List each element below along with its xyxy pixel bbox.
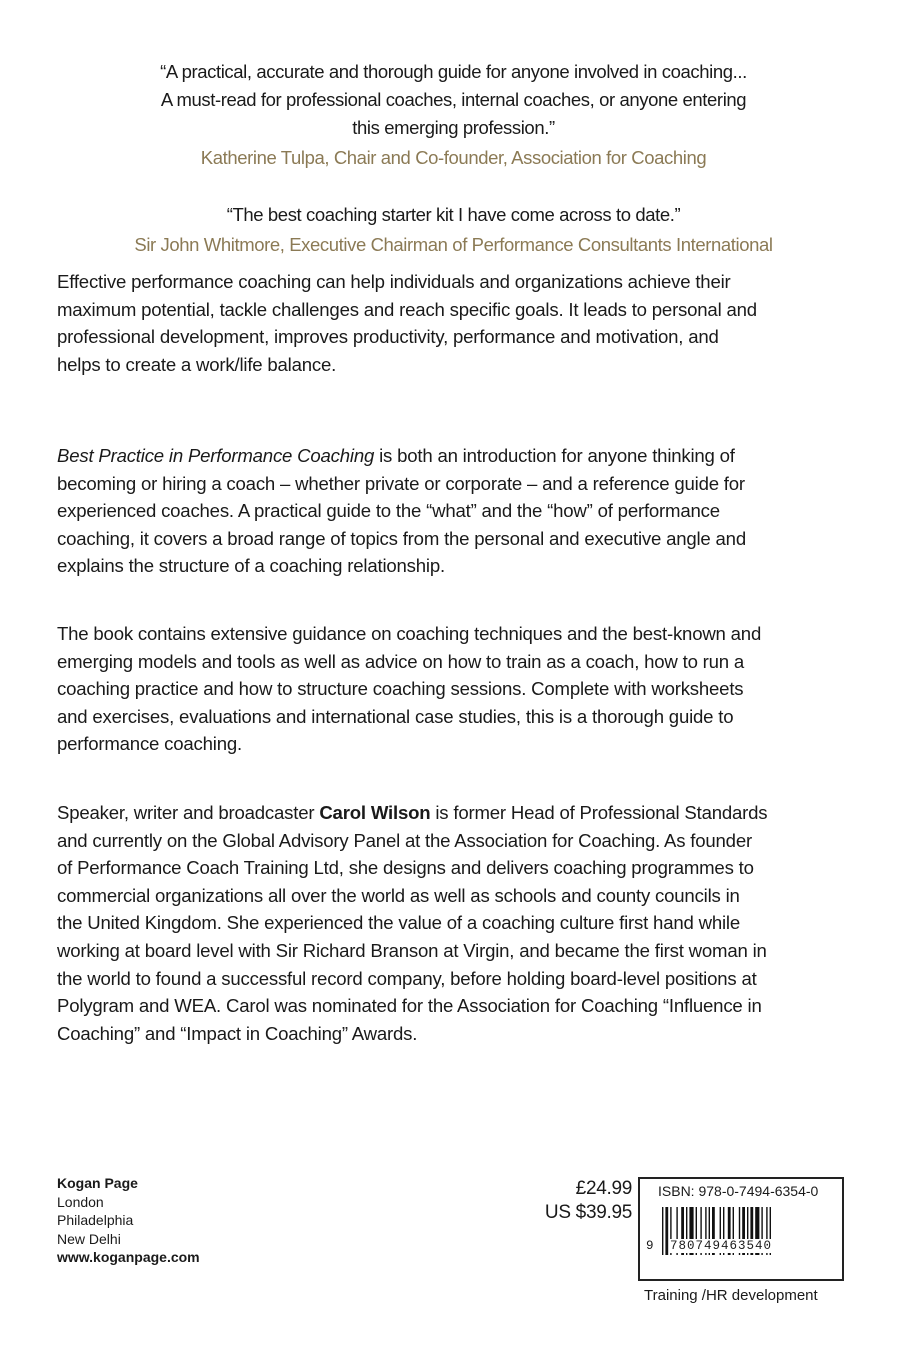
quote-attribution: Katherine Tulpa, Chair and Co-founder, Association for Coaching — [200, 147, 707, 168]
quote-line: this emerging profession.” — [352, 117, 555, 138]
text-line: commercial organizations all over the world as well as schools and county councils in — [57, 884, 740, 906]
text-line: Polygram and WEA. Carol was nominated for the Association for Coaching “Influence in — [57, 995, 762, 1017]
book-title: Best Practice in Performance Coaching — [57, 445, 375, 466]
isbn-barcode-box — [638, 1177, 844, 1281]
text-line: of Performance Coach Training Ltd, she designs and delivers coaching programmes to — [57, 857, 754, 879]
text-line: becoming or hiring a coach – whether private or corporate – and a reference guide for — [57, 472, 745, 494]
barcode-bar — [665, 1207, 668, 1255]
text-line: The book contains extensive guidance on coaching techniques and the best-known and — [57, 623, 762, 644]
paragraph-1 — [57, 268, 877, 378]
text-line: explains the structure of a coaching relationship. — [57, 555, 445, 577]
text-line: helps to create a work/life balance. — [57, 353, 337, 375]
text-line: emerging models and tools as well as advice on how to train as a coach, how to run a — [57, 650, 745, 672]
text-line: performance coaching. — [57, 733, 242, 755]
text-line: and currently on the Global Advisory Panel at the Association for Coaching. As founder — [57, 829, 752, 851]
quote-line: “The best coaching starter kit I have come across to date.” — [226, 204, 681, 225]
category-label: Training /HR development — [644, 1287, 818, 1304]
publisher-city: Philadelphia — [57, 1212, 134, 1228]
text-line: Effective performance coaching can help individuals and organizations achieve their — [57, 271, 731, 292]
author-name: Carol Wilson — [319, 802, 431, 823]
price-block — [545, 1177, 632, 1225]
isbn-label: ISBN: 978-0-7494-6354-0 — [658, 1183, 819, 1199]
publisher-city: New Delhi — [57, 1230, 121, 1247]
quote-line: A must-read for professional coaches, internal coaches, or anyone entering — [160, 89, 747, 110]
text-line: coaching, it covers a broad range of topics from the personal and executive angle and — [57, 527, 746, 549]
text-segment: is both an introduction for anyone thinking of — [374, 445, 735, 466]
barcode-digits: 780749463540 — [670, 1239, 773, 1253]
text-line: maximum potential, tackle challenges and reach specific goals. It leads to personal and — [57, 298, 757, 320]
publisher-website: www.koganpage.com — [57, 1249, 200, 1265]
publisher-city: London — [57, 1193, 104, 1210]
text-segment: is former Head of Professional Standards — [430, 802, 768, 823]
price-usd: US $39.95 — [544, 1202, 632, 1223]
text-line: the United Kingdom. She experienced the value of a coaching culture first hand while — [57, 912, 740, 934]
text-line — [57, 799, 877, 827]
text-line: professional development, improves productivity, performance and motivation, and — [57, 326, 719, 348]
text-line — [57, 442, 877, 470]
quote-2 — [0, 201, 907, 259]
paragraph-3 — [57, 620, 877, 758]
price-gbp: £24.99 — [575, 1178, 632, 1199]
quote-1 — [0, 58, 907, 172]
text-line: and exercises, evaluations and international case studies, this is a thorough guide to — [57, 705, 734, 727]
text-line: working at board level with Sir Richard Branson at Virgin, and became the first woman in — [57, 939, 767, 961]
text-line: experienced coaches. A practical guide to the “what” and the “how” of performance — [57, 500, 720, 522]
text-segment: Speaker, writer and broadcaster — [57, 802, 320, 823]
text-line: Coaching” and “Impact in Coaching” Awards. — [57, 1022, 418, 1044]
publisher-info — [57, 1174, 200, 1267]
publisher-name: Kogan Page — [57, 1175, 138, 1191]
quote-line: “A practical, accurate and thorough guide for anyone involved in coaching... — [160, 61, 747, 82]
barcode-first-digit: 9 — [646, 1239, 654, 1253]
paragraph-2 — [57, 442, 877, 580]
quote-attribution: Sir John Whitmore, Executive Chairman of Performance Consultants International — [134, 234, 773, 255]
paragraph-4 — [57, 799, 877, 1047]
barcode-bar — [662, 1207, 663, 1255]
text-line: coaching practice and how to structure coaching sessions. Complete with worksheets — [57, 678, 744, 700]
text-line: the world to found a successful record company, before holding board-level positions at — [57, 967, 757, 989]
